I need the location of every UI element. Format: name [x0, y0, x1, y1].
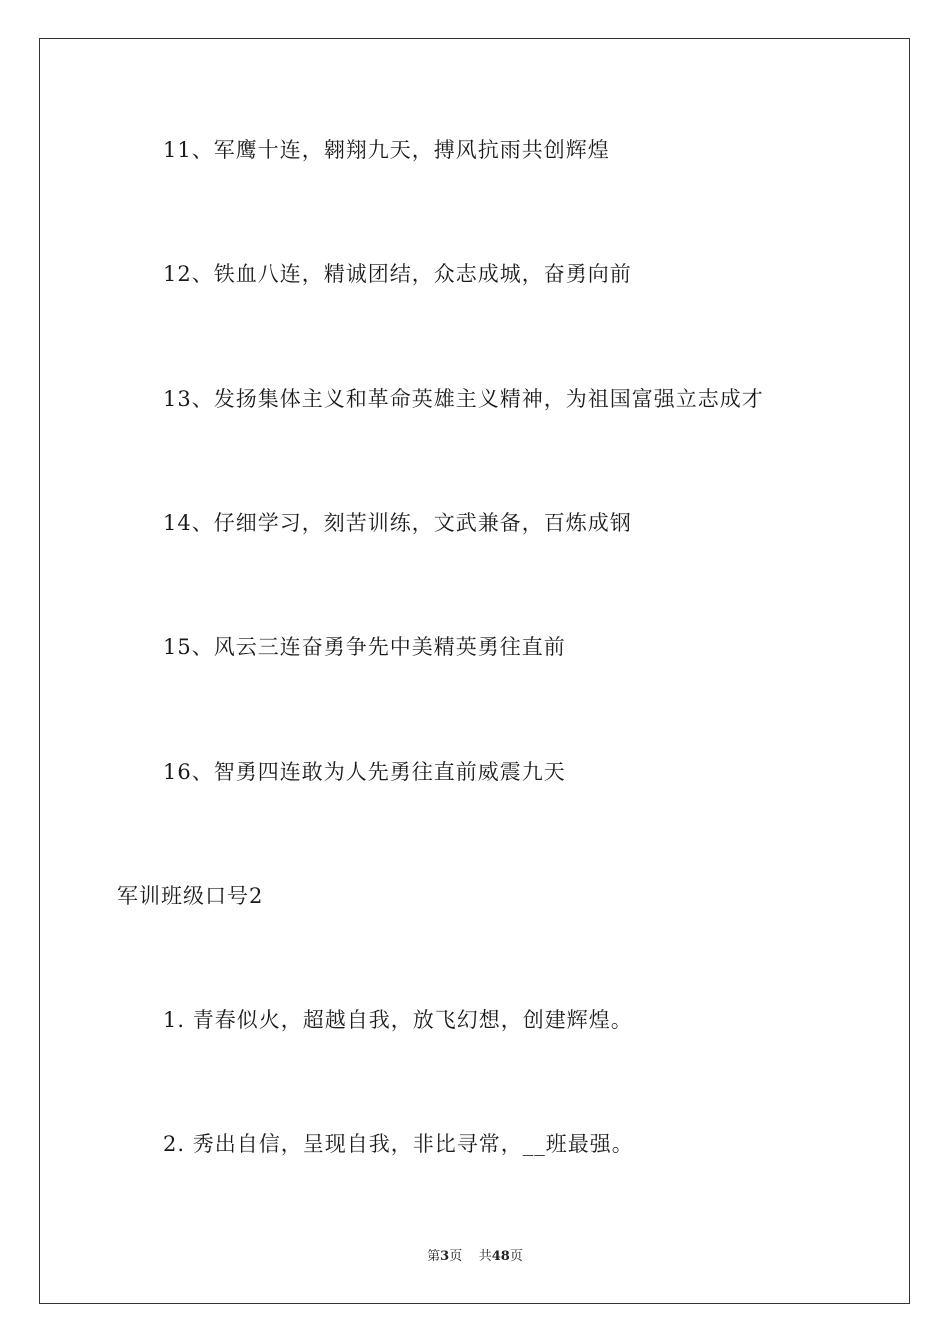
- page-suffix: 页: [449, 1249, 463, 1264]
- page-prefix: 第: [427, 1249, 441, 1264]
- list-item: 2. 秀出自信，呈现自我，非比寻常，__班最强。: [163, 1132, 634, 1156]
- page-border: [39, 38, 910, 1304]
- section-heading: 军训班级口号2: [117, 884, 264, 908]
- list-item: 15、风云三连奋勇争先中美精英勇往直前: [163, 635, 566, 659]
- page-footer: [0, 1248, 950, 1266]
- total-suffix: 页: [509, 1249, 523, 1264]
- page-number: 3: [440, 1249, 450, 1264]
- total-prefix: 共: [478, 1249, 492, 1264]
- list-item: 11、军鹰十连，翱翔九天，搏风抗雨共创辉煌: [163, 138, 610, 162]
- total-pages: 48: [491, 1249, 510, 1264]
- list-item: 12、铁血八连，精诚团结，众志成城，奋勇向前: [163, 262, 632, 286]
- list-item: 1. 青春似火，超越自我，放飞幻想，创建辉煌。: [163, 1008, 633, 1032]
- list-item: 14、仔细学习，刻苦训练，文武兼备，百炼成钢: [163, 511, 632, 535]
- list-item: 16、智勇四连敢为人先勇往直前威震九天: [163, 760, 566, 784]
- list-item: 13、发扬集体主义和革命英雄主义精神，为祖国富强立志成才: [163, 387, 764, 411]
